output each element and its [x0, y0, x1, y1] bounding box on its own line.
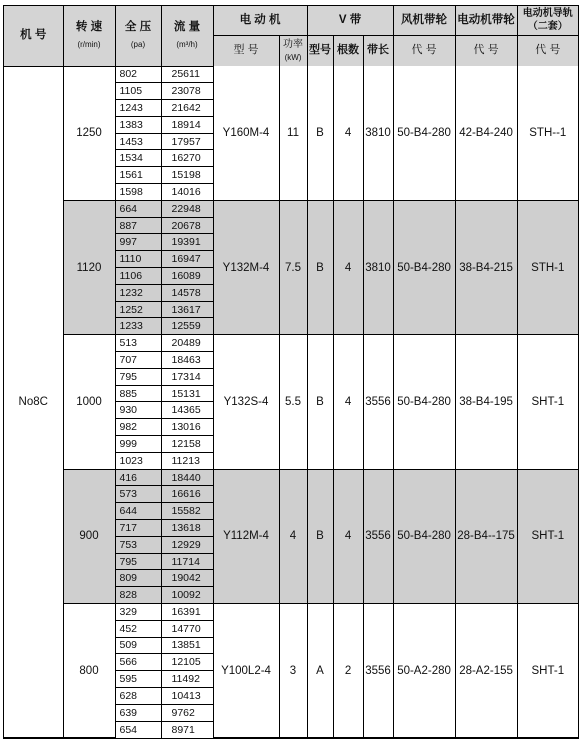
fan-spec-table-frame: [3, 5, 579, 739]
pressure-cell: 809: [115, 570, 161, 587]
pressure-cell: 828: [115, 587, 161, 604]
pressure-cell: 595: [115, 671, 161, 688]
pressure-cell: 982: [115, 419, 161, 436]
header-power-unit: (kW): [284, 52, 302, 62]
motor-power-cell: 3: [279, 604, 307, 738]
fan-pulley-cell: 50-B4-280: [393, 469, 455, 603]
motor-power-cell: 11: [279, 66, 307, 200]
belt-type-cell: B: [307, 335, 333, 469]
motor-rail-cell: SHT-1: [517, 604, 578, 738]
motor-rail-cell: SHT-1: [517, 335, 578, 469]
header-speed: [63, 6, 115, 66]
table-row: [4, 604, 578, 621]
motor-pulley-cell: 38-B4-215: [455, 200, 517, 334]
motor-pulley-cell: 38-B4-195: [455, 335, 517, 469]
flow-cell: 25611: [161, 66, 213, 83]
flow-cell: 18914: [161, 116, 213, 133]
pressure-cell: 416: [115, 469, 161, 486]
header-belt-length: 带长: [363, 35, 393, 66]
belt-type-cell: B: [307, 66, 333, 200]
flow-cell: 17957: [161, 133, 213, 150]
flow-cell: 18440: [161, 469, 213, 486]
flow-cell: 14578: [161, 284, 213, 301]
pressure-cell: 997: [115, 234, 161, 251]
flow-cell: 18463: [161, 352, 213, 369]
flow-cell: 21642: [161, 100, 213, 117]
header-motor-power: [279, 35, 307, 66]
pressure-cell: 999: [115, 436, 161, 453]
pressure-cell: 639: [115, 704, 161, 721]
belt-type-cell: A: [307, 604, 333, 738]
header-belt-type: 型号: [307, 35, 333, 66]
table-row: [4, 66, 578, 83]
header-code-motor: 代 号: [455, 35, 517, 66]
pressure-cell: 1252: [115, 301, 161, 318]
pressure-cell: 1598: [115, 184, 161, 201]
pressure-cell: 802: [115, 66, 161, 83]
fan-pulley-cell: 50-B4-280: [393, 66, 455, 200]
pressure-cell: 887: [115, 217, 161, 234]
header-speed-unit: (r/min): [77, 39, 101, 49]
flow-cell: 10092: [161, 587, 213, 604]
flow-cell: 20489: [161, 335, 213, 352]
flow-cell: 12559: [161, 318, 213, 335]
flow-cell: 9762: [161, 704, 213, 721]
flow-cell: 14365: [161, 402, 213, 419]
flow-cell: 15131: [161, 385, 213, 402]
speed-cell: 1000: [63, 335, 115, 469]
belt-length-cell: 3810: [363, 200, 393, 334]
pressure-cell: 573: [115, 486, 161, 503]
header-flow: [161, 6, 213, 66]
pressure-cell: 795: [115, 553, 161, 570]
pressure-cell: 717: [115, 520, 161, 537]
flow-cell: 20678: [161, 217, 213, 234]
pressure-cell: 1106: [115, 268, 161, 285]
flow-cell: 12929: [161, 536, 213, 553]
header-pressure: [115, 6, 161, 66]
pressure-cell: 1233: [115, 318, 161, 335]
pressure-cell: 753: [115, 536, 161, 553]
header-motor-type: 型 号: [213, 35, 279, 66]
flow-cell: 10413: [161, 687, 213, 704]
fan-performance-table: [4, 6, 578, 738]
header-motor: 电 动 机: [213, 6, 307, 35]
header-motor-rail-line2: （二套）: [527, 21, 568, 33]
flow-cell: 19391: [161, 234, 213, 251]
pressure-cell: 329: [115, 604, 161, 621]
table-row: [4, 469, 578, 486]
flow-cell: 8971: [161, 721, 213, 738]
header-motor-rail: [517, 6, 578, 35]
belt-length-cell: 3556: [363, 604, 393, 738]
flow-cell: 16089: [161, 268, 213, 285]
flow-cell: 14016: [161, 184, 213, 201]
motor-rail-cell: STH-1: [517, 200, 578, 334]
motor-pulley-cell: 28-A2-155: [455, 604, 517, 738]
pressure-cell: 707: [115, 352, 161, 369]
table-row: [4, 335, 578, 352]
header-pressure-label: 全 压: [124, 20, 152, 33]
belt-count-cell: 4: [333, 66, 363, 200]
pressure-cell: 1534: [115, 150, 161, 167]
pressure-cell: 1453: [115, 133, 161, 150]
flow-cell: 17314: [161, 368, 213, 385]
flow-cell: 16270: [161, 150, 213, 167]
speed-cell: 900: [63, 469, 115, 603]
pressure-cell: 1105: [115, 83, 161, 100]
header-code-fan: 代 号: [393, 35, 455, 66]
motor-power-cell: 4: [279, 469, 307, 603]
pressure-cell: 452: [115, 620, 161, 637]
belt-length-cell: 3556: [363, 335, 393, 469]
flow-cell: 11492: [161, 671, 213, 688]
motor-model-cell: Y160M-4: [213, 66, 279, 200]
motor-pulley-cell: 28-B4--175: [455, 469, 517, 603]
table-row: [4, 200, 578, 217]
fan-pulley-cell: 50-B4-280: [393, 200, 455, 334]
motor-rail-cell: SHT-1: [517, 469, 578, 603]
belt-count-cell: 4: [333, 200, 363, 334]
pressure-cell: 885: [115, 385, 161, 402]
fan-pulley-cell: 50-A2-280: [393, 604, 455, 738]
flow-cell: 11714: [161, 553, 213, 570]
fan-no-cell: No8C: [4, 66, 63, 738]
motor-pulley-cell: 42-B4-240: [455, 66, 517, 200]
flow-cell: 13016: [161, 419, 213, 436]
flow-cell: 15198: [161, 167, 213, 184]
flow-cell: 11213: [161, 452, 213, 469]
flow-cell: 16616: [161, 486, 213, 503]
belt-type-cell: B: [307, 469, 333, 603]
header-speed-label: 转 速: [75, 20, 103, 33]
pressure-cell: 795: [115, 368, 161, 385]
pressure-cell: 1110: [115, 251, 161, 268]
header-flow-label: 流 量: [173, 20, 201, 33]
motor-power-cell: 5.5: [279, 335, 307, 469]
pressure-cell: 1383: [115, 116, 161, 133]
motor-power-cell: 7.5: [279, 200, 307, 334]
speed-cell: 1250: [63, 66, 115, 200]
flow-cell: 16391: [161, 604, 213, 621]
flow-cell: 22948: [161, 200, 213, 217]
fan-pulley-cell: 50-B4-280: [393, 335, 455, 469]
pressure-cell: 1561: [115, 167, 161, 184]
flow-cell: 19042: [161, 570, 213, 587]
flow-cell: 13851: [161, 637, 213, 654]
table-body: [4, 66, 578, 738]
flow-cell: 13617: [161, 301, 213, 318]
header-motor-pulley: 电动机带轮: [455, 6, 517, 35]
flow-cell: 12105: [161, 654, 213, 671]
belt-length-cell: 3556: [363, 469, 393, 603]
pressure-cell: 566: [115, 654, 161, 671]
belt-count-cell: 2: [333, 604, 363, 738]
header-code-rail: 代 号: [517, 35, 578, 66]
pressure-cell: 509: [115, 637, 161, 654]
pressure-cell: 1243: [115, 100, 161, 117]
flow-cell: 12158: [161, 436, 213, 453]
flow-cell: 23078: [161, 83, 213, 100]
pressure-cell: 1023: [115, 452, 161, 469]
motor-model-cell: Y100L2-4: [213, 604, 279, 738]
speed-cell: 1120: [63, 200, 115, 334]
header-motor-rail-line1: 电动机导轨: [522, 8, 573, 20]
flow-cell: 16947: [161, 251, 213, 268]
flow-cell: 14770: [161, 620, 213, 637]
pressure-cell: 930: [115, 402, 161, 419]
pressure-cell: 1232: [115, 284, 161, 301]
belt-count-cell: 4: [333, 469, 363, 603]
header-model-no: 机 号: [4, 6, 63, 66]
header-belt-count: 根数: [333, 35, 363, 66]
pressure-cell: 654: [115, 721, 161, 738]
header-pressure-unit: (pa): [130, 39, 146, 49]
motor-model-cell: Y132S-4: [213, 335, 279, 469]
header-fan-pulley: 风机带轮: [393, 6, 455, 35]
header-vbelt: V 带: [307, 6, 393, 35]
belt-type-cell: B: [307, 200, 333, 334]
speed-cell: 800: [63, 604, 115, 738]
header-power-label: 功率: [283, 38, 303, 50]
header-flow-unit: (m³/h): [176, 39, 198, 49]
flow-cell: 13618: [161, 520, 213, 537]
motor-rail-cell: STH--1: [517, 66, 578, 200]
motor-model-cell: Y112M-4: [213, 469, 279, 603]
pressure-cell: 513: [115, 335, 161, 352]
belt-count-cell: 4: [333, 335, 363, 469]
pressure-cell: 644: [115, 503, 161, 520]
flow-cell: 15582: [161, 503, 213, 520]
pressure-cell: 664: [115, 200, 161, 217]
header-row-main: [4, 6, 578, 35]
motor-model-cell: Y132M-4: [213, 200, 279, 334]
pressure-cell: 628: [115, 687, 161, 704]
belt-length-cell: 3810: [363, 66, 393, 200]
